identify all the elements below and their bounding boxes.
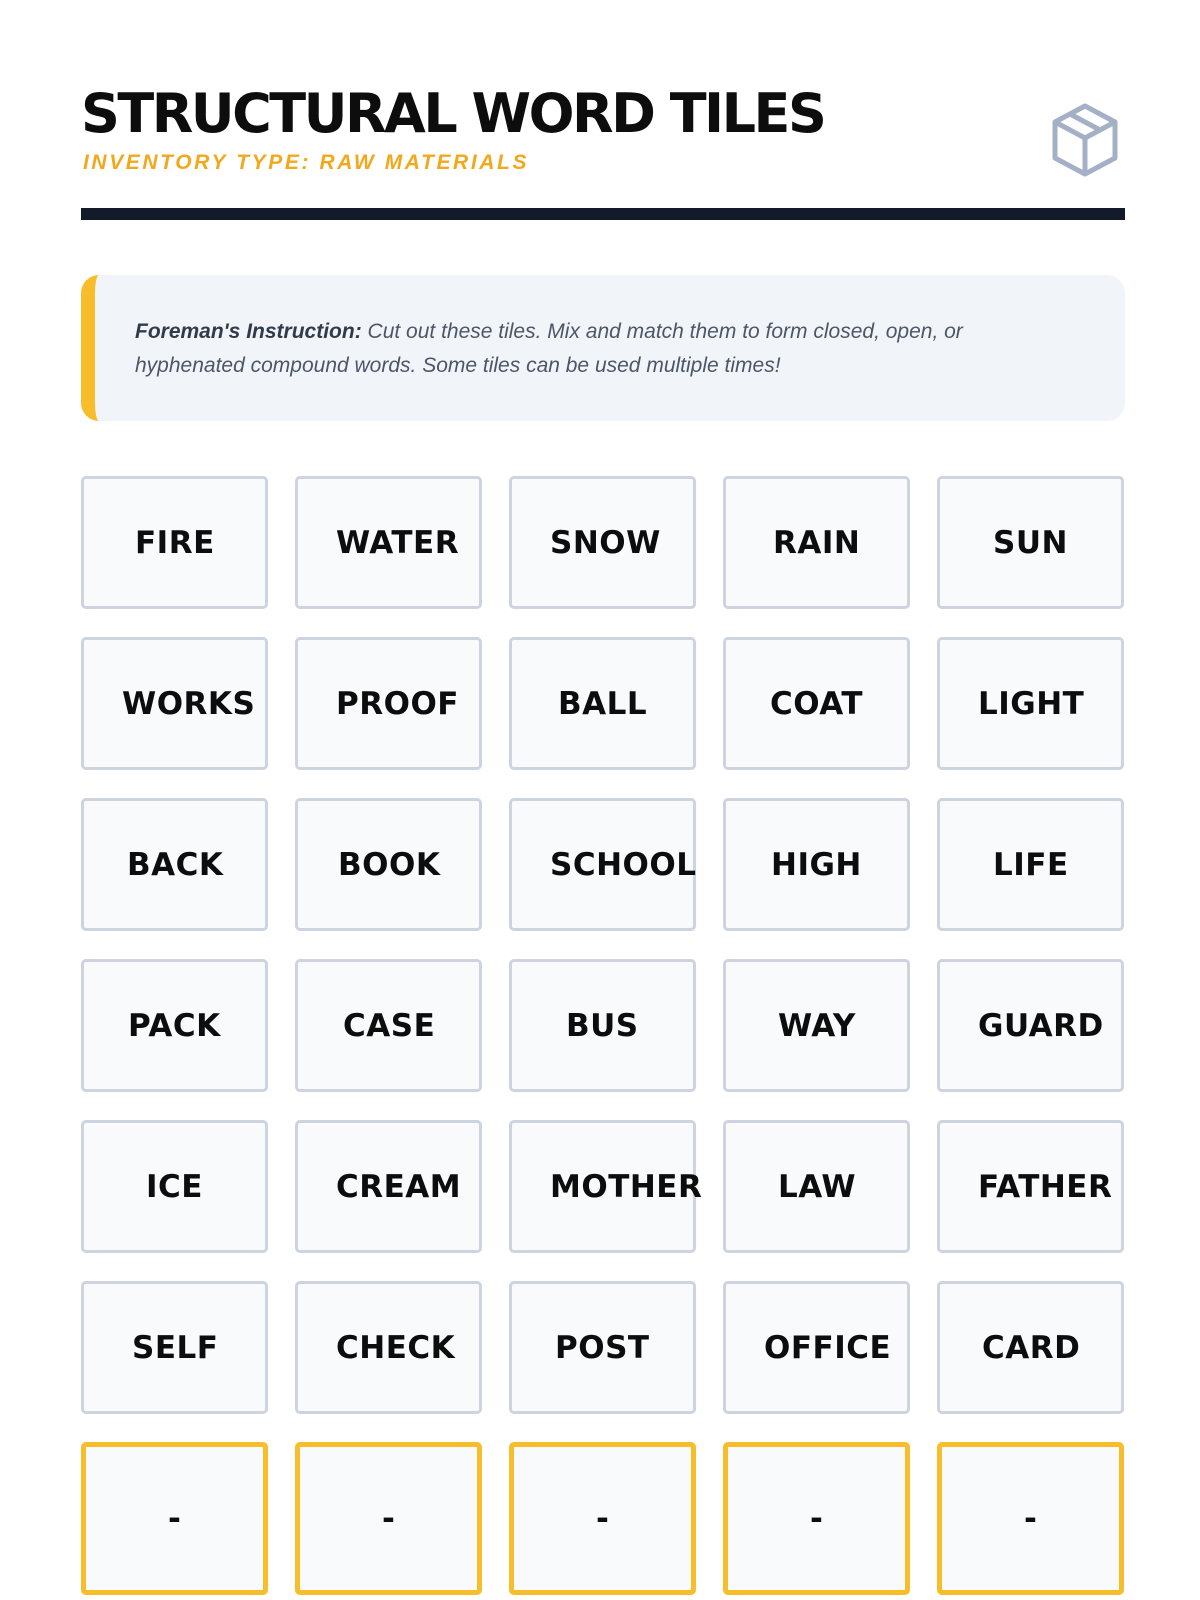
word-tile[interactable] [723, 1281, 910, 1414]
word-tile[interactable] [81, 476, 268, 609]
word-tile[interactable] [937, 1281, 1124, 1414]
tile-word: FATHER [978, 1168, 1113, 1205]
worksheet-page [81, 0, 1125, 1537]
word-tile[interactable] [937, 798, 1124, 931]
hyphen-tile[interactable] [295, 1442, 482, 1595]
tile-word: GUARD [978, 1007, 1104, 1044]
tile-word: WATER [336, 524, 460, 561]
tile-word: CREAM [336, 1168, 462, 1205]
tile-word: WORKS [122, 685, 256, 722]
word-tile[interactable] [509, 1281, 696, 1414]
word-tile[interactable] [295, 798, 482, 931]
tile-word: FIRE [135, 524, 215, 561]
tile-word: POST [555, 1329, 650, 1366]
word-tile[interactable] [937, 476, 1124, 609]
page-title: STRUCTURAL WORD TILES [81, 82, 825, 145]
tile-word: LIGHT [978, 685, 1085, 722]
tile-word: OFFICE [764, 1329, 892, 1366]
tile-word: LAW [778, 1168, 857, 1205]
tile-word: SUN [993, 524, 1068, 561]
word-tile[interactable] [81, 959, 268, 1092]
word-tile[interactable] [81, 798, 268, 931]
hyphen-tile[interactable] [723, 1442, 910, 1595]
word-tile[interactable] [295, 476, 482, 609]
tile-word: PACK [128, 1007, 221, 1044]
tile-word: LIFE [993, 846, 1069, 883]
word-tile[interactable] [295, 959, 482, 1092]
word-tile[interactable] [81, 1120, 268, 1253]
word-tile[interactable] [937, 959, 1124, 1092]
hyphen-tile[interactable] [81, 1442, 268, 1595]
tile-word: RAIN [773, 524, 861, 561]
word-tile[interactable] [509, 476, 696, 609]
word-tile[interactable] [723, 1120, 910, 1253]
hyphen-tile[interactable] [509, 1442, 696, 1595]
word-tile[interactable] [81, 1281, 268, 1414]
word-tile[interactable] [295, 637, 482, 770]
tile-word: ICE [146, 1168, 203, 1205]
tile-word: SCHOOL [550, 846, 697, 883]
tile-word: BACK [127, 846, 224, 883]
word-tile[interactable] [723, 476, 910, 609]
tile-word: PROOF [336, 685, 459, 722]
word-tile[interactable] [81, 637, 268, 770]
tile-word: BUS [566, 1007, 639, 1044]
box-icon [1049, 101, 1121, 179]
instruction-text: Cut out these tiles. Mix and match them to form closed, open, or hyphenated compound words. Some tiles can be used multiple times! [135, 320, 963, 377]
word-tile[interactable] [509, 637, 696, 770]
page-subtitle: INVENTORY TYPE: RAW MATERIALS [83, 151, 530, 174]
tile-word: SNOW [550, 524, 661, 561]
instruction-callout [81, 275, 1125, 421]
tile-word: COAT [770, 685, 864, 722]
word-tile[interactable] [295, 1120, 482, 1253]
word-tile[interactable] [937, 637, 1124, 770]
tile-word: - [810, 1500, 824, 1537]
word-tile[interactable] [509, 959, 696, 1092]
instruction-lead: Foreman's Instruction: [135, 320, 362, 343]
word-tile[interactable] [723, 798, 910, 931]
word-tile[interactable] [937, 1120, 1124, 1253]
tile-word: CHECK [336, 1329, 456, 1366]
header-divider [81, 208, 1125, 220]
word-tile[interactable] [723, 959, 910, 1092]
tile-word: CARD [982, 1329, 1081, 1366]
tile-word: CASE [343, 1007, 436, 1044]
tile-word: - [382, 1500, 396, 1537]
tile-word: SELF [132, 1329, 219, 1366]
tile-word: BALL [558, 685, 648, 722]
header [81, 0, 1125, 222]
word-tile[interactable] [723, 637, 910, 770]
tile-word: WAY [778, 1007, 856, 1044]
word-tile[interactable] [295, 1281, 482, 1414]
hyphen-tile[interactable] [937, 1442, 1124, 1595]
word-tile[interactable] [509, 1120, 703, 1253]
tile-word: BOOK [338, 846, 441, 883]
tile-word: HIGH [771, 846, 862, 883]
tile-word: MOTHER [550, 1168, 703, 1205]
word-tile[interactable] [509, 798, 696, 931]
tile-word: - [596, 1500, 610, 1537]
tile-word: - [168, 1500, 182, 1537]
tile-word: - [1024, 1500, 1038, 1537]
